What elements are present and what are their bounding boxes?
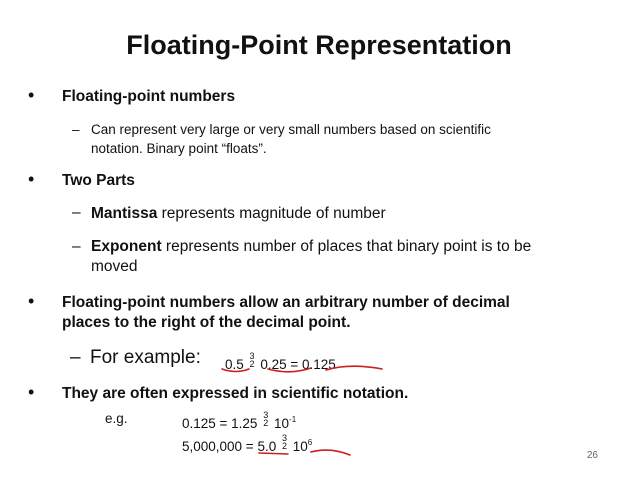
- sub-bullet-dash: –: [70, 347, 81, 368]
- underline-mantissa-5: [259, 453, 288, 454]
- bullet-two-parts: Two Parts: [62, 172, 135, 189]
- for-example-label: For example:: [90, 347, 201, 368]
- bullet-dot: •: [28, 169, 35, 189]
- eg-label: e.g.: [105, 411, 128, 426]
- sub-bullet-dash: –: [72, 122, 80, 137]
- bullet-scientific-notation: They are often expressed in scientific notation.: [62, 385, 409, 402]
- underline-result: [326, 366, 382, 370]
- times-symbol: 3 2: [281, 433, 287, 451]
- exponent-term: Exponent: [91, 238, 162, 255]
- bullet-arbitrary-places-line2: places to the right of the decimal point.: [62, 314, 351, 331]
- expr-result: 0.25 = 0.125: [260, 357, 336, 372]
- sub-bullet-scientific: Can represent very large or very small numbers based on scientific: [91, 122, 491, 137]
- bullet-dot: •: [28, 382, 35, 402]
- underline-power: [311, 450, 350, 455]
- mantissa-term: Mantissa: [91, 205, 158, 222]
- underline-mantissa: [222, 369, 249, 372]
- bullet-arbitrary-places-line1: Floating-point numbers allow an arbitrary number of decimal: [62, 294, 510, 311]
- example-one: 0.125 = 1.25 3 2 $10^{-1}$: [182, 410, 297, 431]
- mantissa-description: represents magnitude of number: [157, 205, 386, 222]
- times-symbol: 3 2: [263, 410, 269, 428]
- times-symbol: 3 2: [249, 351, 255, 369]
- expr-mantissa: 0.5: [225, 357, 244, 372]
- bullet-dot: •: [28, 291, 35, 311]
- example-two: 5,000,000 = 5.0 3 2 $10^6$: [182, 433, 313, 454]
- bullet-dot: •: [28, 85, 35, 105]
- slide-title: Floating-Point Representation: [126, 30, 512, 60]
- exponent-description: represents number of places that binary point is to be: [161, 238, 532, 255]
- sub-bullet-dash: –: [72, 238, 81, 255]
- underline-multiplier: [268, 368, 311, 372]
- sub-bullet-scientific-cont: notation. Binary point “floats”.: [91, 141, 267, 156]
- page-number: 26: [586, 450, 598, 461]
- bullet-floating-point-numbers: Floating-point numbers: [62, 88, 236, 105]
- sub-bullet-dash: –: [72, 204, 81, 221]
- sub-bullet-exponent-cont: moved: [91, 258, 138, 275]
